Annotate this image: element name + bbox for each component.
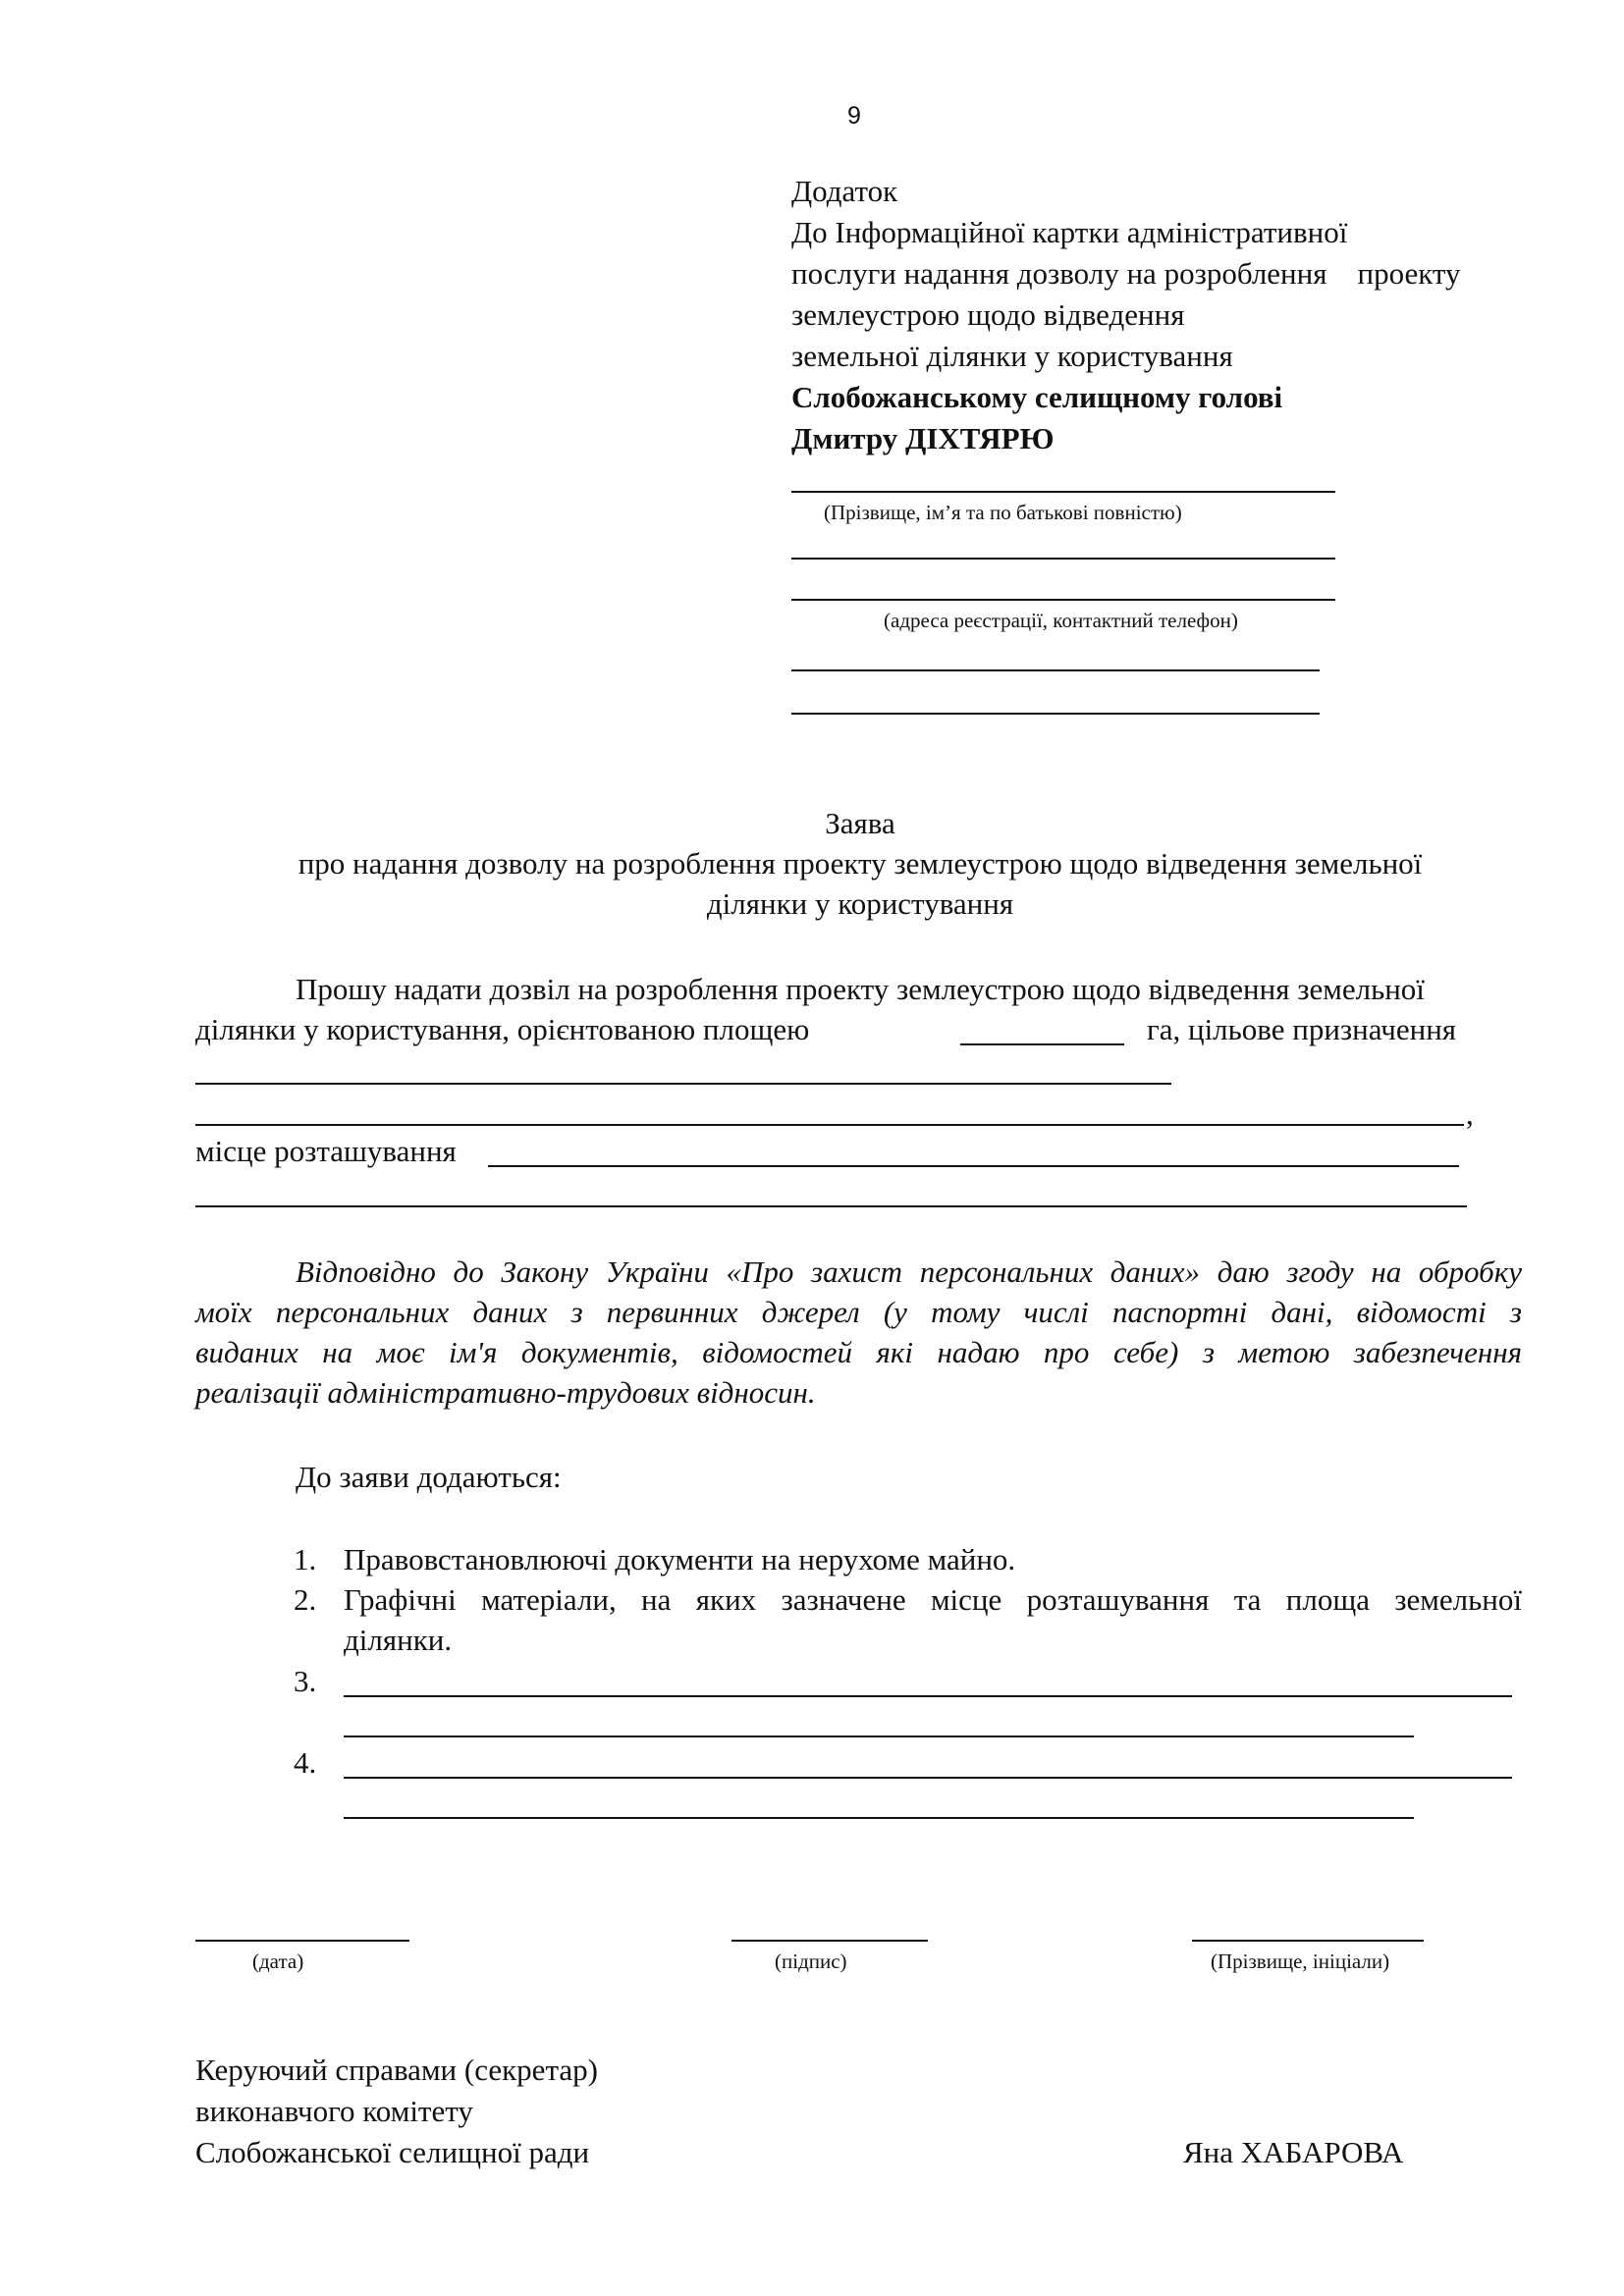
initials-field [1192,1940,1424,1942]
consent-text: виданих на моє ім'я документів, відомостей які надаю про себе) з метою забезпечення [195,1335,1522,1369]
header-line: послуги надання дозволу на розроблення проекту [791,256,1461,291]
applicant-address-field [791,599,1335,601]
request-text: Прошу надати дозвіл на розроблення проекту землеустрою щодо відведення земельної [296,972,1425,1006]
attachment-item: ділянки. [344,1623,453,1657]
attachment-field [344,1695,1512,1697]
initials-caption: (Прізвище, ініціали) [1211,1949,1390,1973]
attachment-number: 2. [294,1582,317,1617]
applicant-address-caption: (адреса реєстрації, контактний телефон) [884,609,1238,632]
footer-line: Слобожанської селищної ради [195,2135,590,2169]
comma: , [1466,1096,1474,1131]
attachment-field [344,1777,1512,1779]
attachment-field [344,1735,1414,1737]
header-line: землеустрою щодо відведення [791,297,1185,332]
attachments-label: До заяви додаються: [296,1460,562,1494]
location-field [195,1205,1467,1207]
applicant-extra-field [791,713,1320,715]
addressee-title: Слобожанському селищному голові [791,380,1283,414]
location-field [488,1165,1459,1167]
document-title: Заява [825,806,895,840]
applicant-phone-field [791,669,1320,671]
consent-text: реалізації адміністративно-трудових відносин. [195,1375,816,1410]
footer-line: виконавчого комітету [195,2094,473,2128]
attachment-item: Правовстановлюючі документи на нерухоме майно. [344,1542,1016,1576]
attachment-number: 3. [294,1664,317,1698]
header-line: земельної ділянки у користування [791,339,1233,373]
consent-text: моїх персональних даних з первинних джерел (у тому числі паспортні дані, відомості з [195,1295,1522,1329]
date-caption: (дата) [252,1949,304,1973]
purpose-field [195,1083,1171,1085]
header-line: Додаток [791,174,898,208]
signature-field [731,1940,928,1942]
page-number: 9 [847,102,861,130]
attachment-number: 4. [294,1745,317,1780]
signer-name: Яна ХАБАРОВА [1183,2135,1404,2169]
addressee-name: Дмитру ДІХТЯРЮ [791,421,1055,455]
header-line: До Інформаційної картки адміністративної [791,215,1348,249]
consent-text: Відповідно до Закону України «Про захист персональних даних» даю згоду на обробку [296,1255,1522,1289]
attachment-field [344,1817,1414,1819]
area-field [960,1043,1124,1045]
date-field [195,1940,409,1942]
footer-line: Керуючий справами (секретар) [195,2053,598,2087]
location-label: місце розташування [195,1134,457,1168]
document-subtitle-line: ділянки у користування [706,886,1014,921]
purpose-field [195,1124,1464,1126]
request-text: га, цільове призначення [1147,1012,1457,1046]
request-text: ділянки у користування, орієнтованою площею [195,1012,810,1046]
signature-caption: (підпис) [775,1949,847,1973]
document-subtitle-line: про надання дозволу на розроблення проекту землеустрою щодо відведення земельної [298,846,1423,881]
attachment-item: Графічні матеріали, на яких зазначене місце розташування та площа земельної [344,1582,1522,1617]
applicant-name-field [791,491,1335,493]
attachment-number: 1. [294,1542,317,1576]
applicant-field-line [791,558,1335,560]
applicant-name-caption: (Прізвище, ім’я та по батькові повністю) [824,501,1182,524]
